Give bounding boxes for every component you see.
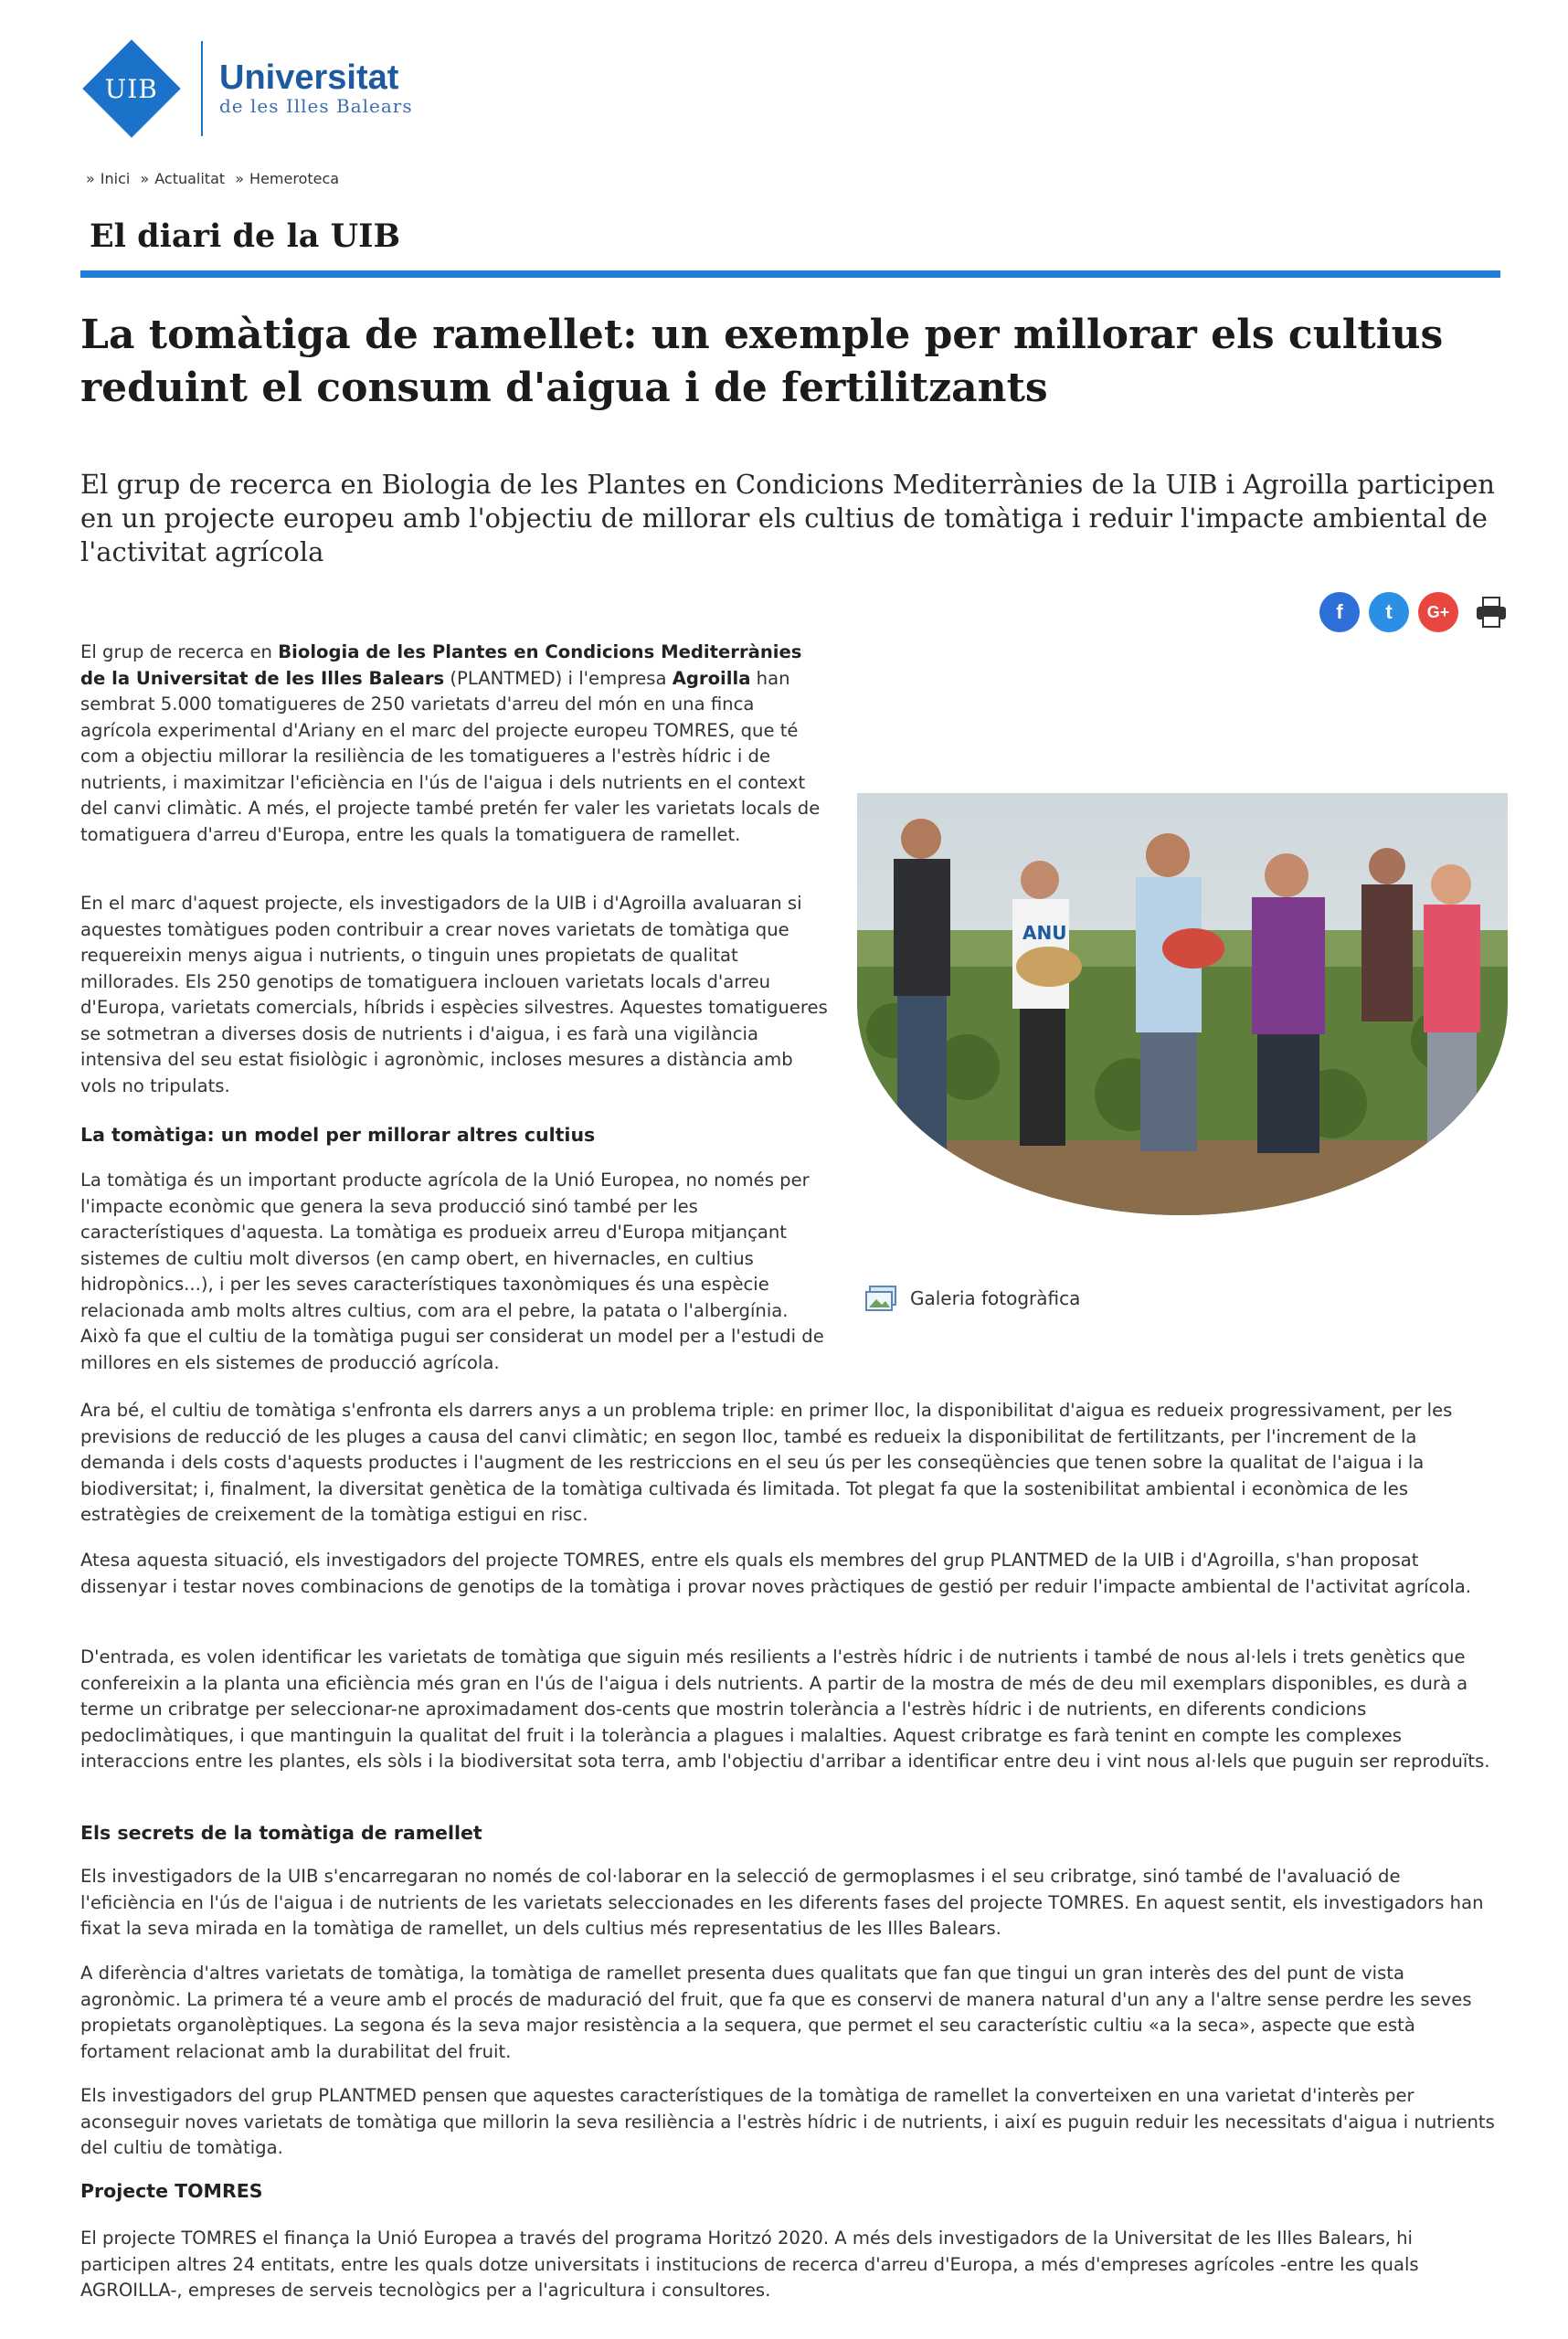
logo-text <box>219 60 413 117</box>
breadcrumb-link-inici[interactable]: Inici <box>100 170 131 187</box>
logo-subtitle: de les Illes Balears <box>219 95 413 117</box>
subheading-secrets: Els secrets de la tomàtiga de ramellet <box>80 1822 482 1844</box>
paragraph-2-text: En el marc d'aquest projecte, els investigadors de la UIB i d'Agroilla avaluaran si aquestes tomàtigues poden contribuir a crear noves varietats de tomàtiga que requereixin menys aigua i nutrients, o tinguin unes propietats de qualitat millorades. Els 250 genotips de tomatiguera inclouen varietats locals d'arreu d'Europa, varietats comercials, híbrids i espècies silvestres. Aquestes tomatigueres se sotmetran a diverses dosis de nutrients i d'aigua, i es farà una vigilància intensiva del seu estat fisiològic i agronòmic, incloses mesures a distància amb vols no tripulats. <box>80 893 828 1096</box>
section-title: El diari de la UIB <box>90 217 401 255</box>
paragraph-5-text: Atesa aquesta situació, els investigadors del projecte TOMRES, entre els quals els membres del grup PLANTMED de la UIB i d'Agroilla, s'han proposat dissenyar i testar noves combinacions de genotips de la tomàtiga i provar noves pràctiques de gestió per reduir l'impacte ambiental de l'activitat agrícola. <box>80 1550 1472 1597</box>
paragraph-8-text: A diferència d'altres varietats de tomàtiga, la tomàtiga de ramellet presenta dues qualitats que fan que tingui un gran interès des del punt de vista agronòmic. La primera té a veure amb el procés de maduració del fruit, que fa que es conservi de manera natural d'un any a l'altre sense perdre les seves propietats organolèptiques. La segona és la seva major resistència a la sequera, que permet el seu característic cultiu «a la seca», aspecte que està fortament relacionat amb la durabilitat del fruit. <box>80 1963 1472 2062</box>
breadcrumb-separator: » <box>140 170 150 187</box>
paragraph-10 <box>80 2226 1500 2304</box>
breadcrumb <box>80 170 339 187</box>
paragraph-9 <box>80 2083 1500 2162</box>
uib-logo[interactable] <box>80 38 413 139</box>
subheading-tomres: Projecte TOMRES <box>80 2180 263 2202</box>
google-plus-icon: G+ <box>1426 602 1450 621</box>
logo-name: Universitat <box>219 58 399 97</box>
gallery-label: Galeria fotogràfica <box>910 1287 1081 1309</box>
p1-text-d: han sembrat 5.000 tomatigueres de 250 varietats d'arreu del món en una finca agrícola experimental d'Ariany en el marc del projecte europeu TOMRES, que té com a objectiu millorar la resiliència de les tomatigueres a l'estrès hídric i de nutrients, i maximitzar l'eficiència en l'ús de l'aigua i dels nutrients en el context del canvi climàtic. A més, el projecte també pretén fer valer les varietats locals de tomatiguera d'arreu d'Europa, entre les quals la tomatiguera de ramellet. <box>80 667 821 845</box>
paragraph-9-text: Els investigadors del grup PLANTMED pensen que aquestes característiques de la tomàtiga de ramellet la converteixen en una varietat d'interès per aconseguir noves varietats de tomàtiga que millorin la seva resiliència a l'estrès hídric i de nutrients, i així es puguin reduir les necessitats d'aigua i nutrients del cultiu de tomàtiga. <box>80 2085 1495 2158</box>
article-lead: El grup de recerca en Biologia de les Plantes en Condicions Mediterrànies de la UIB i Agroilla participen en un projecte europeu amb l'objectiu de millorar els cultius de tomàtiga i reduir l'impacte ambiental de l'activitat agrícola <box>80 469 1495 567</box>
breadcrumb-link-hemeroteca[interactable]: Hemeroteca <box>249 170 340 187</box>
uib-logo-mark <box>82 39 180 137</box>
gallery-icon <box>864 1285 897 1312</box>
paragraph-7-text: Els investigadors de la UIB s'encarregaran no només de col·laborar en la selecció de germoplasmes i el seu cribratge, sinó també de l'avaluació de l'eficiència en l'ús de l'aigua i de nutrients de les varietats seleccionades en les diferents fases del projecte TOMRES. En aquest sentit, els investigadors han fixat la seva mirada en la tomàtiga de ramellet, un dels cultius més representatius de les Illes Balears. <box>80 1866 1484 1939</box>
breadcrumb-link-actualitat[interactable]: Actualitat <box>154 170 226 187</box>
print-icon[interactable] <box>1475 594 1508 630</box>
paragraph-5 <box>80 1548 1500 1600</box>
twitter-icon: t <box>1385 600 1393 623</box>
shirt-text: ANU <box>1022 922 1067 944</box>
subheading-model: La tomàtiga: un model per millorar altres cultius <box>80 1124 596 1146</box>
paragraph-6 <box>80 1645 1500 1775</box>
p1-bold-company: Agroilla <box>672 667 751 689</box>
article-headline: La tomàtiga de ramellet: un exemple per millorar els cultius reduint el consum d'aigua i de fertilitzants <box>80 312 1444 411</box>
paragraph-4 <box>80 1398 1500 1529</box>
p1-bold-group: Biologia de les Plantes en Condicions Mediterrànies de la Universitat de les Illes Balears <box>80 641 802 689</box>
breadcrumb-separator: » <box>235 170 245 187</box>
paragraph-2 <box>80 891 830 1099</box>
article-photo[interactable] <box>857 793 1508 1215</box>
breadcrumb-separator: » <box>86 170 95 187</box>
paragraph-3-text: La tomàtiga és un important producte agrícola de la Unió Europea, no només per l'impacte econòmic que genera la seva producció sinó també per les característiques d'aquesta. La tomàtiga es produeix arreu d'Europa mitjançant sistemes de cultiu molt diversos (en camp obert, en hivernacles, en cultius hidropònics...), i per les seves característiques taxonòmiques és una espècie relacionada amb molts altres cultius, com ara el pebre, la patata o l'albergínia. Això fa que el cultiu de la tomàtiga pugui ser considerat un model per a l'estudi de millores en els sistemes de producció agrícola. <box>80 1170 824 1373</box>
section-divider <box>80 270 1500 278</box>
paragraph-6-text: D'entrada, es volen identificar les varietats de tomàtiga que siguin més resilients a l'estrès hídric i de nutrients i també de nous al·lels i trets genètics que confereixin a la planta una eficiència més gran en l'ús de l'aigua i dels nutrients. A partir de la mostra de més de deu mil exemplars disponibles, es durà a terme un cribratge per seleccionar-ne aproximadament dos-cents que mostrin tolerància a l'estrès hídric i de nutrients, en diferents condicions pedoclimàtiques, i que mantinguin la qualitat del fruit i la tolerància a plagues i malalties. Aquest cribratge es farà tenint en compte les complexes interaccions entre les plantes, els sòls i la biodiversitat sota terra, amb l'objectiu d'arribar a identificar entre deu i vint nous al·lels que puguin ser reproduïts. <box>80 1646 1490 1772</box>
logo-mark-text: UIB <box>104 73 159 104</box>
logo-divider <box>201 41 203 136</box>
twitter-share-button[interactable] <box>1369 592 1409 632</box>
p1-text-c: (PLANTMED) i l'empresa <box>444 667 673 689</box>
paragraph-4-text: Ara bé, el cultiu de tomàtiga s'enfronta els darrers anys a un problema triple: en primer lloc, la disponibilitat d'aigua es redueix progressivament, per les previsions de reducció de les pluges a causa del canvi climàtic; en segon lloc, també es redueix la disponibilitat de fertilitzants, per l'increment de la demanda i dels costs d'aquests productes i l'augment de les restriccions en el seu ús per les conseqüències que tenen sobre la qualitat de l'aigua i la biodiversitat; i, finalment, la diversitat genètica de la tomàtiga cultivada és limitada. Tot plegat fa que la sostenibilitat ambiental i econòmica de les estratègies de creixement de la tomàtiga estigui en risc. <box>80 1400 1453 1525</box>
paragraph-1 <box>80 640 830 848</box>
paragraph-10-text: El projecte TOMRES el finança la Unió Europea a través del programa Horitzó 2020. A més dels investigadors de la Universitat de les Illes Balears, hi participen altres 24 entitats, entre les quals dotze universitats i institucions de recerca d'arreu d'Europa, a més d'empreses agrícoles -entre les quals AGROILLA-, empreses de serveis tecnològics per a l'agricultura i consultores. <box>80 2228 1419 2301</box>
google-plus-share-button[interactable] <box>1418 592 1458 632</box>
p1-text-a: El grup de recerca en <box>80 641 279 662</box>
paragraph-3 <box>80 1168 830 1376</box>
share-bar <box>1319 592 1508 632</box>
paragraph-7 <box>80 1864 1500 1942</box>
photo-gallery-link[interactable] <box>864 1285 1080 1312</box>
facebook-icon: f <box>1336 600 1343 623</box>
facebook-share-button[interactable] <box>1319 592 1360 632</box>
paragraph-8 <box>80 1961 1500 2065</box>
